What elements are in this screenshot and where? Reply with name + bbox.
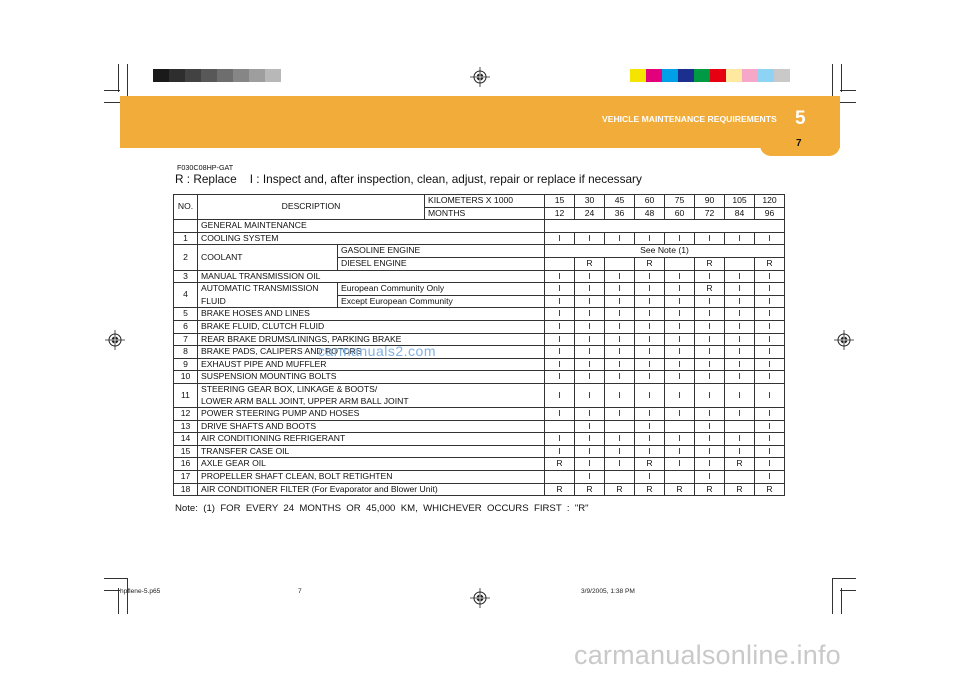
registration-target-icon xyxy=(834,330,854,350)
schedule-cell: I xyxy=(695,458,725,471)
gray-swatch xyxy=(249,69,265,82)
schedule-cell: I xyxy=(635,295,665,308)
row-number: 2 xyxy=(174,245,198,270)
schedule-cell: I xyxy=(575,458,605,471)
schedule-cell: I xyxy=(575,358,605,371)
crop-mark xyxy=(118,588,119,614)
schedule-cell: R xyxy=(545,458,575,471)
schedule-cell: I xyxy=(635,358,665,371)
schedule-cell: I xyxy=(665,458,695,471)
schedule-cell: I xyxy=(695,320,725,333)
schedule-cell: I xyxy=(575,232,605,245)
km-cell: 15 xyxy=(545,195,575,208)
schedule-cell: I xyxy=(665,371,695,384)
months-cell: 12 xyxy=(545,207,575,220)
schedule-cell: I xyxy=(755,283,785,296)
schedule-cell: I xyxy=(695,346,725,359)
schedule-cell: I xyxy=(635,371,665,384)
no-header: NO. xyxy=(174,195,198,220)
table-row xyxy=(174,445,785,458)
color-swatch xyxy=(758,69,774,82)
schedule-cell: I xyxy=(545,433,575,446)
schedule-cell: I xyxy=(545,270,575,283)
schedule-cell: I xyxy=(725,283,755,296)
schedule-cell: I xyxy=(575,420,605,433)
schedule-cell: I xyxy=(725,433,755,446)
schedule-cell xyxy=(665,471,695,484)
schedule-cell: I xyxy=(635,471,665,484)
schedule-cell: I xyxy=(725,445,755,458)
row-description: COOLING SYSTEM xyxy=(198,232,545,245)
gray-swatch xyxy=(153,69,169,82)
schedule-cell: I xyxy=(695,471,725,484)
schedule-cell: I xyxy=(605,346,635,359)
color-swatch xyxy=(726,69,742,82)
schedule-cell: I xyxy=(575,320,605,333)
crop-mark xyxy=(104,90,120,91)
color-swatch xyxy=(742,69,758,82)
schedule-cell: I xyxy=(755,333,785,346)
schedule-cell: I xyxy=(665,295,695,308)
schedule-cell: R xyxy=(575,257,605,270)
row-description: AUTOMATIC TRANSMISSION xyxy=(198,283,338,296)
table-row xyxy=(174,408,785,421)
km-cell: 60 xyxy=(635,195,665,208)
schedule-cell: R xyxy=(605,483,635,496)
table-header-row xyxy=(174,195,785,208)
schedule-cell xyxy=(605,420,635,433)
schedule-cell: I xyxy=(755,383,785,407)
schedule-cell: I xyxy=(545,371,575,384)
schedule-cell xyxy=(545,257,575,270)
footer-page: 7 xyxy=(298,588,302,595)
row-description: AIR CONDITIONER FILTER (For Evaporator and Blower Unit) xyxy=(198,483,545,496)
schedule-cell: R xyxy=(665,483,695,496)
schedule-cell: I xyxy=(575,471,605,484)
schedule-cell: I xyxy=(635,346,665,359)
crop-mark xyxy=(841,64,842,92)
row-description: BRAKE FLUID, CLUTCH FLUID xyxy=(198,320,545,333)
row-number: 3 xyxy=(174,270,198,283)
site-watermark: carmanualsonline.info xyxy=(574,640,841,670)
schedule-cell: I xyxy=(605,283,635,296)
schedule-cell: R xyxy=(755,483,785,496)
row-subdescription: European Community Only xyxy=(338,283,545,296)
schedule-cell: I xyxy=(755,408,785,421)
footer-date: 3/9/2005, 1:38 PM xyxy=(581,588,635,595)
table-row xyxy=(174,471,785,484)
table-row xyxy=(174,483,785,496)
schedule-cell: I xyxy=(665,270,695,283)
table-row xyxy=(174,232,785,245)
schedule-cell: I xyxy=(665,232,695,245)
schedule-cell: I xyxy=(755,458,785,471)
schedule-cell: I xyxy=(665,408,695,421)
schedule-cell xyxy=(725,471,755,484)
row-description: REAR BRAKE DRUMS/LININGS, PARKING BRAKE xyxy=(198,333,545,346)
schedule-cell: I xyxy=(665,383,695,407)
row-subdescription: Except European Community xyxy=(338,295,545,308)
schedule-cell: R xyxy=(575,483,605,496)
row-description: EXHAUST PIPE AND MUFFLER xyxy=(198,358,545,371)
schedule-cell: I xyxy=(725,308,755,321)
schedule-cell: I xyxy=(605,295,635,308)
schedule-cell: I xyxy=(605,371,635,384)
schedule-cell: I xyxy=(605,408,635,421)
schedule-cell: I xyxy=(605,270,635,283)
schedule-cell xyxy=(665,257,695,270)
schedule-cell: I xyxy=(665,283,695,296)
months-cell: 96 xyxy=(755,207,785,220)
row-description: DRIVE SHAFTS AND BOOTS xyxy=(198,420,545,433)
crop-mark xyxy=(104,590,120,591)
schedule-cell: I xyxy=(605,433,635,446)
schedule-cell: I xyxy=(545,383,575,407)
schedule-cell: I xyxy=(605,458,635,471)
color-swatch xyxy=(630,69,646,82)
schedule-cell: I xyxy=(635,433,665,446)
footer-file: hpflene-5.p65 xyxy=(120,588,161,595)
watermark: carmanuals2.com xyxy=(318,343,436,359)
schedule-cell: I xyxy=(605,232,635,245)
table-row xyxy=(174,295,785,308)
row-number: 8 xyxy=(174,346,198,359)
table-row xyxy=(174,333,785,346)
schedule-cell: I xyxy=(755,471,785,484)
schedule-cell xyxy=(545,420,575,433)
table-row xyxy=(174,270,785,283)
schedule-cell: I xyxy=(665,358,695,371)
schedule-cell: I xyxy=(575,283,605,296)
gray-swatch xyxy=(217,69,233,82)
schedule-cell: I xyxy=(635,283,665,296)
row-number: 7 xyxy=(174,333,198,346)
registration-target-icon xyxy=(470,588,490,608)
row-number: 14 xyxy=(174,433,198,446)
row-number: 10 xyxy=(174,371,198,384)
schedule-cell: I xyxy=(725,333,755,346)
gray-swatch xyxy=(201,69,217,82)
schedule-cell: I xyxy=(635,320,665,333)
schedule-cell: I xyxy=(725,383,755,407)
color-calibration-bar xyxy=(630,69,790,82)
schedule-cell: I xyxy=(695,371,725,384)
row-description: MANUAL TRANSMISSION OIL xyxy=(198,270,545,283)
schedule-cell: I xyxy=(755,232,785,245)
schedule-cell: I xyxy=(695,445,725,458)
schedule-cell: I xyxy=(665,346,695,359)
color-swatch xyxy=(646,69,662,82)
schedule-cell: I xyxy=(755,346,785,359)
schedule-cell: I xyxy=(635,408,665,421)
schedule-cell: I xyxy=(635,232,665,245)
schedule-cell: I xyxy=(665,333,695,346)
table-row xyxy=(174,383,785,395)
crop-mark xyxy=(832,578,856,579)
row-description: LOWER ARM BALL JOINT, UPPER ARM BALL JOINT xyxy=(198,396,545,408)
row-number: 18 xyxy=(174,483,198,496)
row-number: 17 xyxy=(174,471,198,484)
schedule-cell: I xyxy=(695,333,725,346)
schedule-cell: I xyxy=(725,371,755,384)
color-swatch xyxy=(662,69,678,82)
schedule-cell: I xyxy=(725,358,755,371)
description-header: DESCRIPTION xyxy=(198,195,425,220)
schedule-cell: I xyxy=(755,320,785,333)
schedule-cell: I xyxy=(575,295,605,308)
row-number: 12 xyxy=(174,408,198,421)
row-description: COOLANT xyxy=(198,245,338,270)
schedule-cell: R xyxy=(635,257,665,270)
crop-mark xyxy=(841,588,842,614)
row-number: 11 xyxy=(174,383,198,407)
schedule-cell: I xyxy=(545,295,575,308)
months-cell: 84 xyxy=(725,207,755,220)
table-row xyxy=(174,371,785,384)
table-row xyxy=(174,308,785,321)
schedule-cell: I xyxy=(635,445,665,458)
schedule-cell: I xyxy=(575,445,605,458)
row-description: SUSPENSION MOUNTING BOLTS xyxy=(198,371,545,384)
schedule-cell: R xyxy=(635,483,665,496)
general-maintenance-label: GENERAL MAINTENANCE xyxy=(198,220,545,233)
row-number: 1 xyxy=(174,232,198,245)
crop-mark xyxy=(840,90,856,91)
schedule-cell: I xyxy=(665,445,695,458)
gray-swatch xyxy=(265,69,281,82)
crop-mark xyxy=(127,578,128,614)
gray-calibration-bar xyxy=(153,69,281,82)
schedule-cell: I xyxy=(755,445,785,458)
schedule-cell: R xyxy=(755,257,785,270)
schedule-cell: I xyxy=(605,383,635,407)
color-swatch xyxy=(678,69,694,82)
schedule-cell: I xyxy=(755,295,785,308)
months-cell: 60 xyxy=(665,207,695,220)
schedule-cell: I xyxy=(605,445,635,458)
gray-swatch xyxy=(169,69,185,82)
page-number: 7 xyxy=(796,138,802,149)
schedule-cell: I xyxy=(575,346,605,359)
schedule-cell: I xyxy=(575,371,605,384)
row-subdescription: DIESEL ENGINE xyxy=(338,257,545,270)
schedule-cell: I xyxy=(545,408,575,421)
schedule-cell: I xyxy=(545,320,575,333)
row-description: STEERING GEAR BOX, LINKAGE & BOOTS/ xyxy=(198,383,545,395)
schedule-cell: I xyxy=(725,232,755,245)
schedule-cell: I xyxy=(695,408,725,421)
schedule-cell: I xyxy=(695,295,725,308)
schedule-cell xyxy=(665,420,695,433)
months-cell: 24 xyxy=(575,207,605,220)
schedule-cell: I xyxy=(635,333,665,346)
km-header: KILOMETERS X 1000 xyxy=(425,195,545,208)
schedule-cell: I xyxy=(695,433,725,446)
schedule-cell xyxy=(605,257,635,270)
crop-mark xyxy=(104,578,128,579)
schedule-cell: I xyxy=(695,383,725,407)
km-cell: 75 xyxy=(665,195,695,208)
schedule-cell: I xyxy=(575,270,605,283)
schedule-cell: I xyxy=(725,270,755,283)
crop-mark xyxy=(832,578,833,614)
gray-swatch xyxy=(233,69,249,82)
schedule-cell xyxy=(545,471,575,484)
row-subdescription: GASOLINE ENGINE xyxy=(338,245,545,258)
table-row xyxy=(174,420,785,433)
crop-mark xyxy=(840,590,856,591)
row-description: FLUID xyxy=(198,295,338,308)
months-header: MONTHS xyxy=(425,207,545,220)
schedule-cell: I xyxy=(725,320,755,333)
table-row xyxy=(174,283,785,296)
schedule-cell: I xyxy=(695,308,725,321)
schedule-cell: I xyxy=(575,408,605,421)
km-cell: 105 xyxy=(725,195,755,208)
crop-mark xyxy=(118,64,119,92)
schedule-cell: R xyxy=(725,458,755,471)
schedule-cell: I xyxy=(695,270,725,283)
schedule-cell: I xyxy=(575,308,605,321)
schedule-cell: I xyxy=(725,346,755,359)
schedule-cell: I xyxy=(755,270,785,283)
row-description: AIR CONDITIONING REFRIGERANT xyxy=(198,433,545,446)
schedule-cell: R xyxy=(545,483,575,496)
schedule-cell: I xyxy=(665,433,695,446)
color-swatch xyxy=(774,69,790,82)
table-row xyxy=(174,346,785,359)
schedule-cell: I xyxy=(545,283,575,296)
table-row xyxy=(174,245,785,258)
table-row xyxy=(174,433,785,446)
schedule-cell: I xyxy=(755,433,785,446)
schedule-cell: I xyxy=(695,358,725,371)
schedule-cell: I xyxy=(755,308,785,321)
schedule-cell xyxy=(725,420,755,433)
km-cell: 120 xyxy=(755,195,785,208)
schedule-cell: R xyxy=(695,257,725,270)
doc-code: F030C08HP-GAT xyxy=(177,163,234,172)
schedule-cell: R xyxy=(635,458,665,471)
row-number: 9 xyxy=(174,358,198,371)
schedule-cell: I xyxy=(545,232,575,245)
schedule-cell: I xyxy=(605,320,635,333)
km-cell: 45 xyxy=(605,195,635,208)
maintenance-schedule-table xyxy=(173,194,785,496)
schedule-cell: I xyxy=(635,420,665,433)
schedule-cell: I xyxy=(635,383,665,407)
row-number: 4 xyxy=(174,283,198,308)
schedule-cell: I xyxy=(545,308,575,321)
table-row xyxy=(174,220,785,233)
color-swatch xyxy=(710,69,726,82)
row-description: BRAKE PADS, CALIPERS AND ROTORS xyxy=(198,346,545,359)
row-number: 13 xyxy=(174,420,198,433)
schedule-cell: I xyxy=(635,270,665,283)
schedule-cell: I xyxy=(755,358,785,371)
registration-target-icon xyxy=(105,330,125,350)
table-row xyxy=(174,358,785,371)
schedule-cell: I xyxy=(665,320,695,333)
schedule-cell: I xyxy=(605,333,635,346)
schedule-cell: I xyxy=(545,445,575,458)
gray-swatch xyxy=(185,69,201,82)
row-description: POWER STEERING PUMP AND HOSES xyxy=(198,408,545,421)
table-row xyxy=(174,320,785,333)
km-cell: 90 xyxy=(695,195,725,208)
months-cell: 48 xyxy=(635,207,665,220)
schedule-cell: I xyxy=(545,346,575,359)
color-swatch xyxy=(694,69,710,82)
schedule-cell: I xyxy=(605,308,635,321)
row-number: 16 xyxy=(174,458,198,471)
row-note: See Note (1) xyxy=(545,245,785,258)
row-number: 6 xyxy=(174,320,198,333)
schedule-cell: I xyxy=(545,358,575,371)
row-description: AXLE GEAR OIL xyxy=(198,458,545,471)
schedule-cell: I xyxy=(725,295,755,308)
schedule-cell: I xyxy=(605,358,635,371)
schedule-cell: I xyxy=(545,333,575,346)
row-number: 15 xyxy=(174,445,198,458)
schedule-cell: I xyxy=(755,371,785,384)
schedule-cell: R xyxy=(695,283,725,296)
registration-target-icon xyxy=(470,67,490,87)
schedule-cell: I xyxy=(635,308,665,321)
footnote: Note: (1) FOR EVERY 24 MONTHS OR 45,000 KM, WHICHEVER OCCURS FIRST : "R" xyxy=(175,503,589,514)
section-number: 5 xyxy=(795,108,806,129)
months-cell: 72 xyxy=(695,207,725,220)
row-description: BRAKE HOSES AND LINES xyxy=(198,308,545,321)
schedule-cell: I xyxy=(695,420,725,433)
row-number: 5 xyxy=(174,308,198,321)
schedule-cell xyxy=(605,471,635,484)
schedule-cell xyxy=(725,257,755,270)
section-title: VEHICLE MAINTENANCE REQUIREMENTS xyxy=(602,114,777,124)
schedule-cell: I xyxy=(575,333,605,346)
schedule-cell: I xyxy=(665,308,695,321)
schedule-cell: I xyxy=(575,383,605,407)
table-row xyxy=(174,458,785,471)
schedule-cell: I xyxy=(725,408,755,421)
schedule-cell: I xyxy=(755,420,785,433)
schedule-cell: R xyxy=(695,483,725,496)
km-cell: 30 xyxy=(575,195,605,208)
months-cell: 36 xyxy=(605,207,635,220)
row-description: TRANSFER CASE OIL xyxy=(198,445,545,458)
legend: R : Replace I : Inspect and, after inspection, clean, adjust, repair or replace if necessary xyxy=(175,172,642,186)
schedule-cell: R xyxy=(725,483,755,496)
schedule-cell: I xyxy=(695,232,725,245)
schedule-cell: I xyxy=(575,433,605,446)
row-description: PROPELLER SHAFT CLEAN, BOLT RETIGHTEN xyxy=(198,471,545,484)
